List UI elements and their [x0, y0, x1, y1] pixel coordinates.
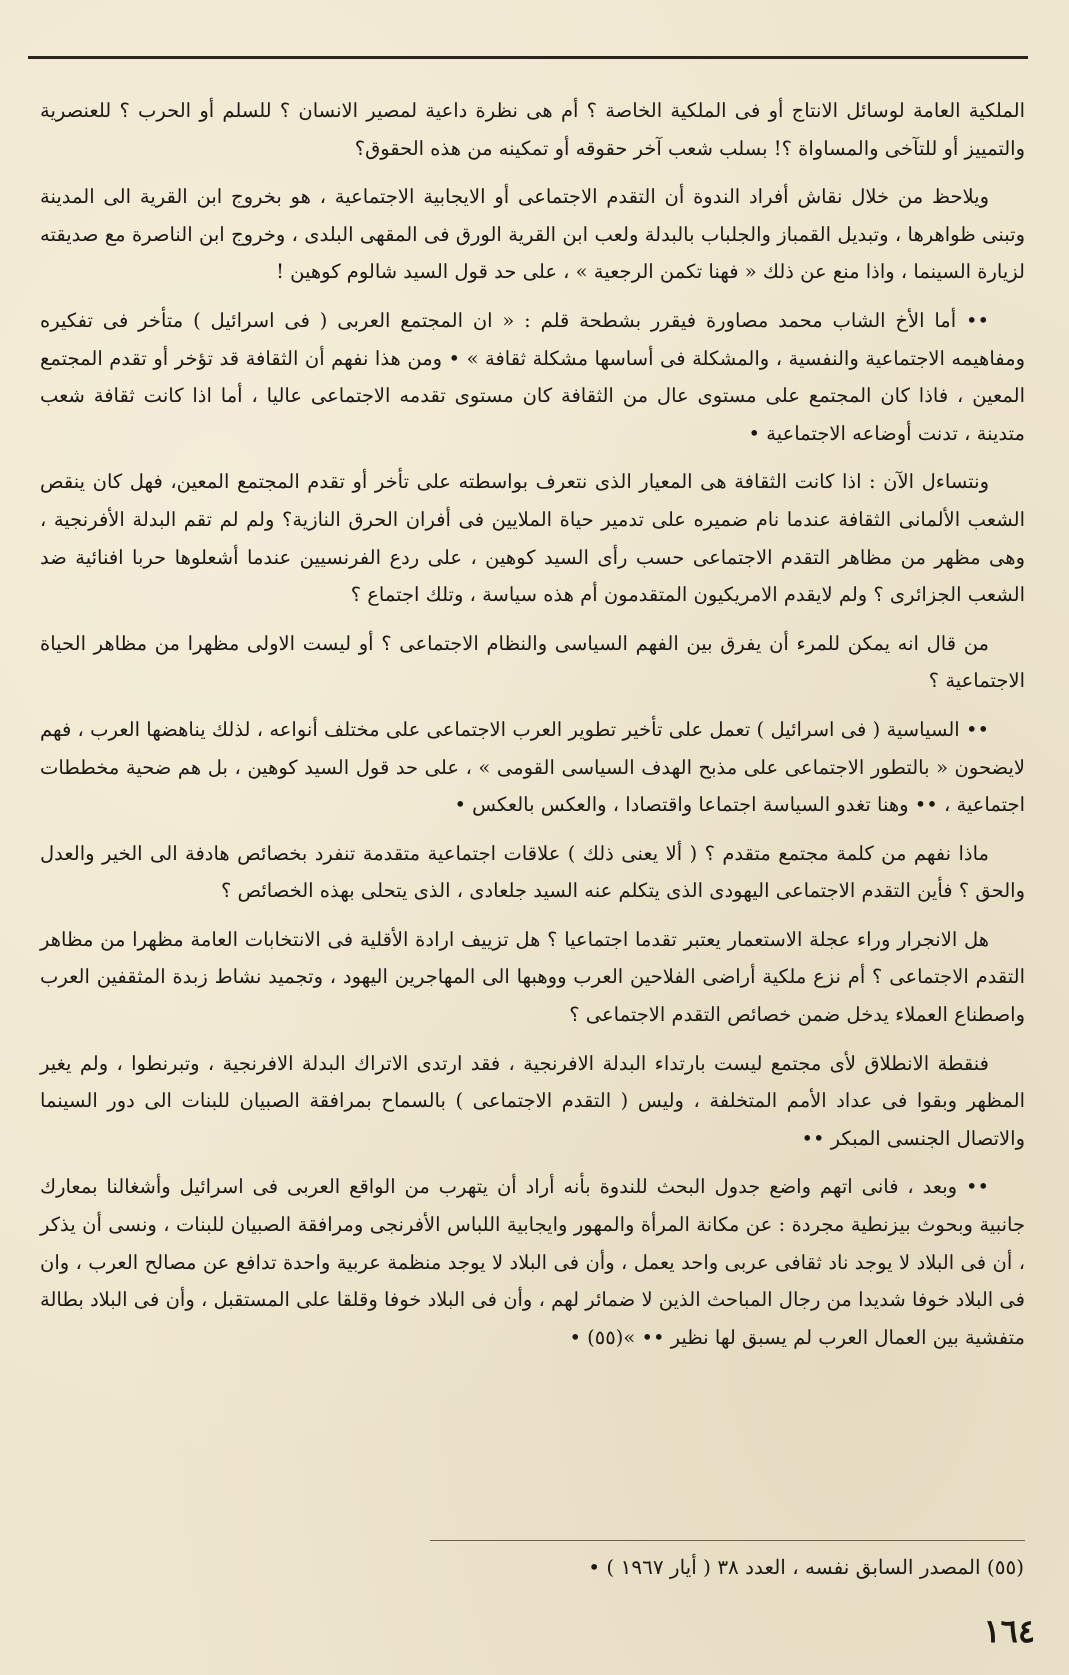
body-text — [40, 92, 1025, 1367]
footnote: (٥٥) المصدر السابق نفسه ، العدد ٣٨ ( أيار ١٩٦٧ ) • — [588, 1555, 1024, 1579]
paragraph-9: فنقطة الانطلاق لأى مجتمع ليست بارتداء البدلة الافرنجية ، فقد ارتدى الاتراك البدلة الافرنجية ، وتبرنطوا ، ولم يغير المظهر وبقوا فى عداد الأمم المتخلفة ، وليس ( التقدم الاجتماعى ) بالسماح بمرافقة الصبيان للبنات الى دور السينما والاتصال الجنسى المبكر •• — [40, 1051, 1025, 1150]
paragraph-4: ونتساءل الآن : اذا كانت الثقافة هى المعيار الذى نتعرف بواسطته على تأخر أو تقدم المجتمع المعين، فهل كان ينقص الشعب الألمانى الثقافة عندما نام ضميره على تدمير حياة الملايين فى أفران الحرق النازية؟ ولم لم تقم البدلة الأفرنجية ، وهى مظهر من مظاهر التقدم الاجتماعى حسب رأى السيد كوهين ، على ردع الفرنسيين عندما أشعلوها حربا افنائية ضد الشعب الجزائرى ؟ ولم لايقدم الامريكيون المتقدمون أم هذه سياسة ، وتلك اجتماع ؟ — [40, 470, 1025, 607]
page-number: ١٦٤ — [983, 1612, 1035, 1650]
paragraph-3: •• أما الأخ الشاب محمد مصاورة فيقرر بشطحة قلم : « ان المجتمع العربى ( فى اسرائيل ) متأخر فى تفكيره ومفاهيمه الاجتماعية والنفسية ، والمشكلة فى أساسها مشكلة ثقافة » • ومن هذا نفهم أن الثقافة قد تؤخر أو تقدم المجتمع المعين ، فاذا كان المجتمع على مستوى عال من الثقافة كان مستوى تقدمه الاجتماعى عاليا ، أما اذا كانت ثقافة شعب متدينة ، تدنت أوضاعه الاجتماعية • — [40, 308, 1025, 445]
paragraph-7: ماذا نفهم من كلمة مجتمع متقدم ؟ ( ألا يعنى ذلك ) علاقات اجتماعية متقدمة تنفرد بخصائص هادفة الى الخير والعدل والحق ؟ فأين التقدم الاجتماعى اليهودى الذى يتكلم عنه السيد جلعادى ، الذى يتحلى بهذه الخصائص ؟ — [40, 841, 1025, 903]
paragraph-2: ويلاحظ من خلال نقاش أفراد الندوة أن التقدم الاجتماعى أو الايجابية الاجتماعية ، هو بخروج ابن القرية الى المدينة وتبنى ظواهرها ، وتبديل القمباز والجلباب بالبدلة ولعب ابن القرية الورق فى المقهى البلدى ، وخروج ابن الناصرة مع صديقته لزيارة السينما ، واذا منع عن ذلك « فهنا تكمن الرجعية » ، على حد قول السيد شالوم كوهين ! — [40, 185, 1025, 284]
paragraph-5: من قال انه يمكن للمرء أن يفرق بين الفهم السياسى والنظام الاجتماعى ؟ أو ليست الاولى مظهرا من مظاهر الحياة الاجتماعية ؟ — [40, 631, 1025, 693]
paragraph-10: •• وبعد ، فانى اتهم واضع جدول البحث للندوة بأنه أراد أن يتهرب من الواقع العربى فى اسرائيل وأشغالنا بمعارك جانبية وبحوث بيزنطية مجردة : عن مكانة المرأة والمهور وايجابية اللباس الأفرنجى ومرافقة الصبيان للبنات ، ونسى أن يذكر ، أن فى البلاد لا يوجد ناد ثقافى عربى واحد يعمل ، وأن فى البلاد لا يوجد منظمة عربية واحدة تدافع عن مصالح العرب ، وان فى البلاد خوفا شديدا من رجال المباحث الذين لا ضمائر لهم ، وأن فى البلاد خوفا وقلقا على المستقبل ، وأن فى البلاد بطالة متفشية بين العمال العرب لم يسبق لها نظير •• »(٥٥) • — [40, 1175, 1025, 1349]
paragraph-8: هل الانجرار وراء عجلة الاستعمار يعتبر تقدما اجتماعيا ؟ هل تزييف ارادة الأقلية فى الانتخابات العامة مظهرا من مظاهر التقدم الاجتماعى ؟ أم نزع ملكية أراضى الفلاحين العرب ووهبها الى المهاجرين اليهود ، وتجميد نشاط زبدة المثقفين العرب واصطناع العملاء يدخل ضمن خصائص التقدم الاجتماعى ؟ — [40, 927, 1025, 1027]
paragraph-6: •• السياسية ( فى اسرائيل ) تعمل على تأخير تطوير العرب الاجتماعى على مختلف أنواعه ، لذلك يناهضها العرب ، فهم لايضحون « بالتطور الاجتماعى على مذبح الهدف السياسى القومى » ، على حد قول السيد كوهين ، بل هم ضحية مخططات اجتماعية ، •• وهنا تغدو السياسة اجتماعا واقتصادا ، والعكس بالعكس • — [40, 717, 1025, 817]
paragraph-1: الملكية العامة لوسائل الانتاج أو فى الملكية الخاصة ؟ أم هى نظرة داعية لمصير الانسان ؟ للسلم أو الحرب ؟ للعنصرية والتمييز أو للتآخى والمساواة ؟! بسلب شعب آخر حقوقه أو تمكينه من هذه الحقوق؟ — [40, 99, 1025, 160]
top-rule-divider — [28, 56, 1028, 59]
footnote-divider — [430, 1540, 1025, 1541]
